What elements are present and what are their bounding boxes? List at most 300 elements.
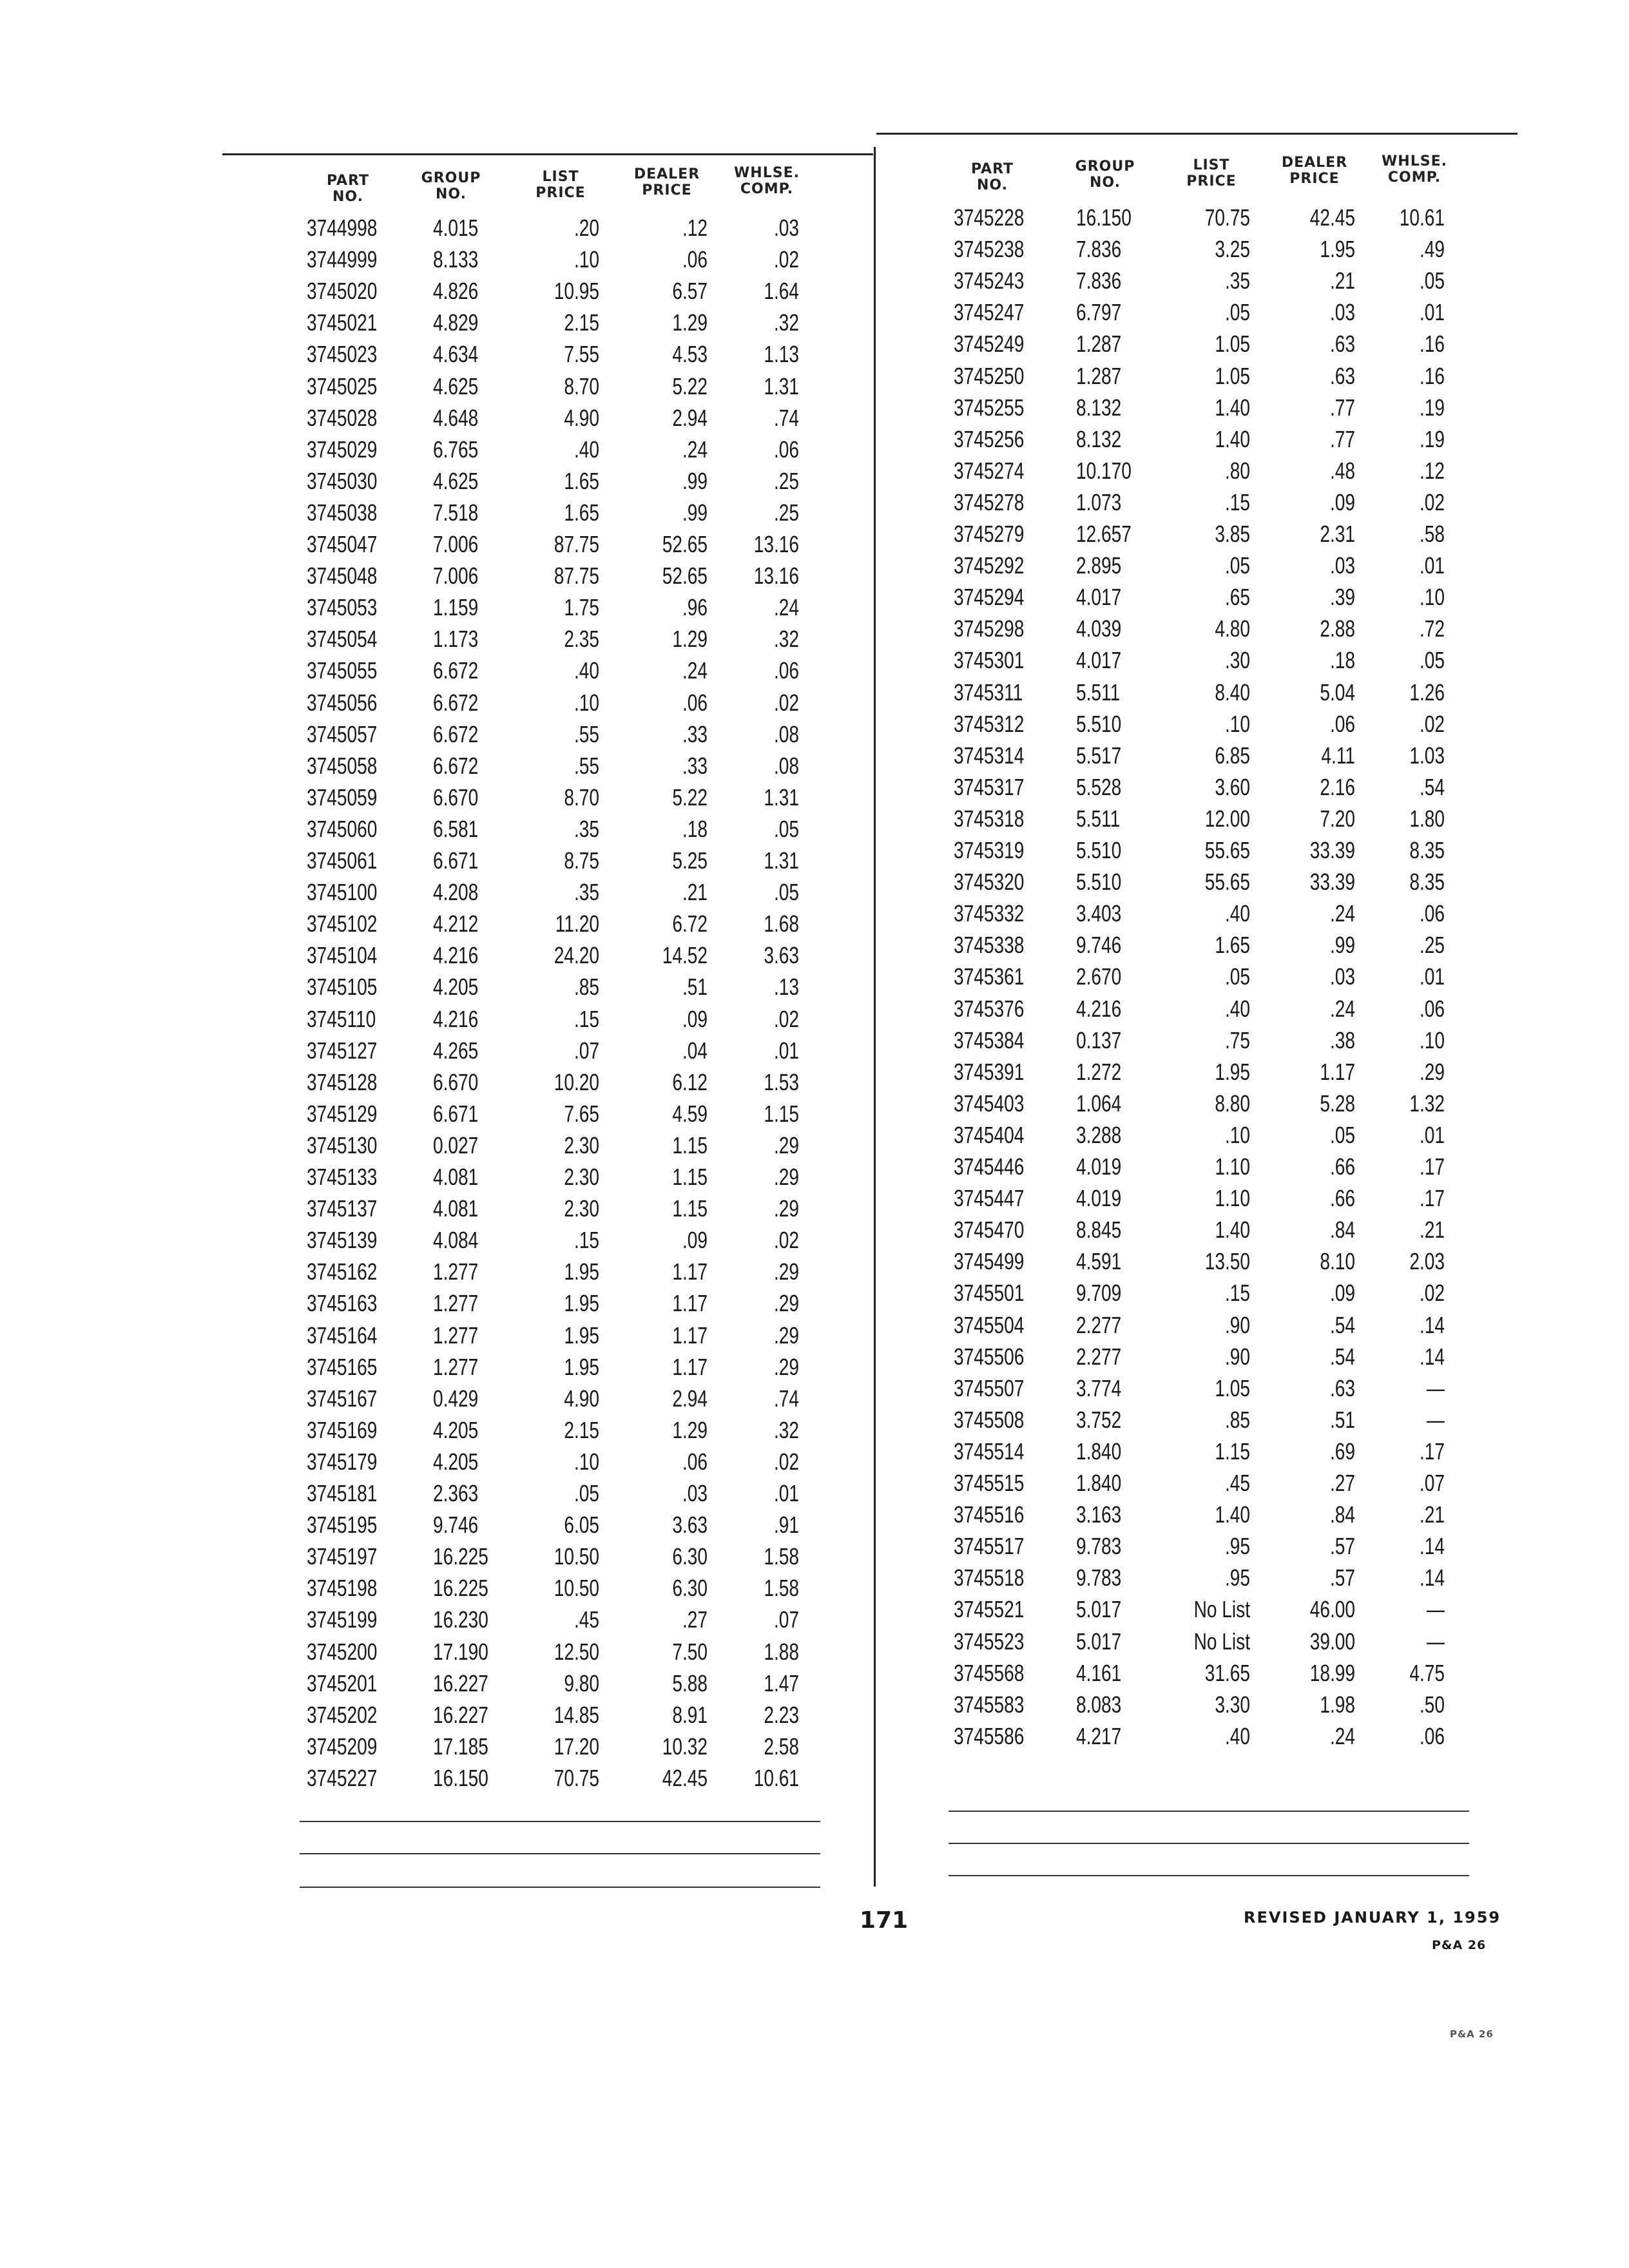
whlse-comp: .12: [1419, 457, 1445, 484]
part-number: 3745202: [307, 1701, 378, 1728]
list-price: .65: [1224, 584, 1250, 611]
part-number: 3745274: [954, 457, 1025, 484]
part-number: 3745338: [954, 932, 1025, 959]
header-group-no: GROUP NO.: [1075, 159, 1135, 191]
whlse-comp: 1.64: [764, 278, 799, 305]
list-price: 10.20: [554, 1068, 599, 1095]
dealer-price: .51: [682, 974, 708, 1001]
part-number: 3745317: [954, 773, 1025, 800]
table-row: [0, 1436, 1629, 1467]
whlse-comp: 1.53: [764, 1068, 799, 1095]
part-number: 3745314: [954, 742, 1025, 769]
group-number: 0.137: [1076, 1026, 1122, 1053]
part-number: 3745501: [954, 1280, 1025, 1307]
list-price: .85: [574, 974, 599, 1001]
table-row: [0, 644, 1629, 676]
dealer-price: .21: [1329, 267, 1355, 294]
group-number: 5.510: [1076, 710, 1122, 737]
dealer-price: .06: [682, 1448, 708, 1475]
part-number: 3745164: [307, 1321, 378, 1349]
part-number: 3745249: [954, 331, 1025, 358]
part-number: 3745055: [307, 657, 378, 684]
header-dealer-price: DEALER PRICE: [633, 166, 700, 198]
whlse-comp: 1.58: [764, 1575, 799, 1602]
whlse-comp: .17: [1419, 1437, 1445, 1465]
group-number: 9.746: [433, 1512, 479, 1539]
part-number: 3745504: [954, 1311, 1025, 1338]
dealer-price: 33.39: [1309, 869, 1355, 896]
dealer-price: 1.95: [1320, 236, 1355, 263]
group-number: 4.634: [433, 341, 479, 368]
group-number: 4.205: [433, 1416, 479, 1443]
whlse-comp: 2.58: [764, 1733, 799, 1760]
whlse-comp: .29: [1419, 1058, 1445, 1085]
whlse-comp: .19: [1419, 394, 1445, 421]
table-row: [0, 866, 1629, 898]
dealer-price: .54: [1329, 1343, 1355, 1370]
table-row: [0, 328, 1629, 360]
list-price: .05: [1224, 963, 1250, 990]
part-number: 3745312: [954, 710, 1025, 737]
whlse-comp: .14: [1419, 1564, 1445, 1591]
header-list-price: LIST PRICE: [1186, 157, 1237, 189]
part-number: 3745053: [307, 594, 378, 621]
whlse-comp: 13.16: [753, 531, 799, 557]
whlse-comp: .25: [773, 499, 799, 526]
table-row: [0, 898, 1629, 929]
dealer-price: 18.99: [1309, 1659, 1355, 1686]
whlse-comp: .29: [773, 1258, 799, 1285]
list-price: 10.95: [554, 278, 599, 305]
dealer-price: 2.31: [1320, 521, 1355, 547]
whlse-comp: —: [1426, 1374, 1445, 1401]
list-price: 87.75: [554, 531, 599, 557]
list-price: 1.95: [564, 1353, 599, 1380]
list-price: .35: [574, 815, 599, 842]
dealer-price: 6.57: [672, 278, 708, 305]
whlse-comp: —: [1426, 1596, 1445, 1623]
catalog-code-faint: P&A 26: [1450, 2028, 1494, 2040]
group-number: 1.173: [433, 626, 479, 653]
part-number: 3745361: [954, 963, 1025, 990]
header-whlse-comp: WHLSE. COMP.: [734, 165, 800, 197]
table-row: [0, 1056, 1629, 1088]
part-number: 3745105: [307, 974, 378, 1001]
whlse-comp: .74: [773, 1385, 799, 1412]
part-number: 3745294: [954, 584, 1025, 611]
table-row: [0, 1530, 1629, 1562]
whlse-comp: .29: [773, 1164, 799, 1190]
list-price: .55: [574, 752, 599, 779]
dealer-price: .99: [1329, 932, 1355, 959]
dealer-price: 2.94: [672, 1385, 708, 1412]
part-number: 3745250: [954, 362, 1025, 389]
whlse-comp: .05: [1419, 267, 1445, 294]
whlse-comp: .02: [773, 1448, 799, 1475]
whlse-comp: .91: [773, 1512, 799, 1539]
list-price: 1.65: [564, 467, 599, 494]
table-row: [0, 1404, 1629, 1436]
part-number: 3745201: [307, 1669, 378, 1696]
part-number: 3745197: [307, 1543, 378, 1570]
whlse-comp: 8.35: [1409, 869, 1445, 896]
list-price: 1.40: [1215, 425, 1250, 452]
dealer-price: .84: [1329, 1501, 1355, 1528]
group-number: 17.190: [433, 1638, 488, 1665]
dealer-price: .18: [682, 815, 708, 842]
part-number: 3745470: [954, 1216, 1025, 1244]
table-row: [0, 1657, 1629, 1689]
table-row: [0, 392, 1629, 423]
whlse-comp: .02: [1419, 710, 1445, 737]
whlse-comp: .01: [1419, 299, 1445, 326]
part-number: 3745446: [954, 1153, 1025, 1180]
footer-rule: [949, 1843, 1469, 1844]
table-row: [0, 771, 1629, 803]
group-number: 4.017: [1076, 584, 1122, 611]
dealer-price: 2.94: [672, 404, 708, 431]
group-number: 5.510: [1076, 837, 1122, 863]
list-price: .35: [574, 879, 599, 906]
table-row: [0, 1341, 1629, 1372]
dealer-price: 1.15: [672, 1195, 708, 1222]
whlse-comp: .05: [773, 879, 799, 906]
list-price: 31.65: [1204, 1659, 1250, 1686]
whlse-comp: .25: [773, 467, 799, 494]
group-number: 4.648: [433, 404, 479, 431]
list-price: 8.70: [564, 372, 599, 399]
list-price: No List: [1193, 1628, 1250, 1655]
table-row: [0, 740, 1629, 771]
part-number: 3745518: [954, 1564, 1025, 1591]
whlse-comp: .74: [773, 404, 799, 431]
list-price: .10: [574, 689, 599, 716]
dealer-price: .24: [682, 436, 708, 463]
part-number: 3745029: [307, 436, 378, 463]
table-row: [0, 1245, 1629, 1277]
group-number: 1.159: [433, 594, 479, 621]
list-price: 4.80: [1215, 615, 1250, 642]
group-number: 1.287: [1076, 331, 1122, 358]
table-row: [0, 1182, 1629, 1214]
table-row: [0, 296, 1629, 328]
dealer-price: 6.12: [672, 1068, 708, 1095]
list-price: .15: [574, 1005, 599, 1032]
footer-rule: [949, 1811, 1469, 1812]
dealer-price: 1.15: [672, 1131, 708, 1158]
group-number: 1.073: [1076, 488, 1122, 515]
list-price: 3.85: [1215, 521, 1250, 547]
list-price: 1.05: [1215, 331, 1250, 358]
group-number: 5.510: [1076, 869, 1122, 896]
dealer-price: 1.98: [1320, 1691, 1355, 1718]
part-number: 3745110: [307, 1005, 376, 1032]
part-number: 3745318: [954, 805, 1025, 832]
whlse-comp: .25: [1419, 932, 1445, 959]
group-number: 0.027: [433, 1131, 479, 1158]
dealer-price: .09: [682, 1005, 708, 1032]
group-number: 6.672: [433, 657, 479, 684]
dealer-price: 1.29: [672, 1416, 708, 1443]
group-number: 1.277: [433, 1321, 479, 1349]
list-price: 12.50: [554, 1638, 599, 1665]
table-row: [0, 1499, 1629, 1530]
part-number: 3745209: [307, 1733, 378, 1760]
table-row: [0, 1467, 1629, 1499]
dealer-price: .84: [1329, 1216, 1355, 1244]
group-number: 5.511: [1076, 678, 1121, 706]
group-number: 5.017: [1076, 1628, 1122, 1655]
list-price: 3.25: [1215, 236, 1250, 263]
list-price: 1.40: [1215, 1501, 1250, 1528]
list-price: .75: [1224, 1026, 1250, 1053]
part-number: 3744999: [307, 246, 378, 273]
whlse-comp: .02: [1419, 1280, 1445, 1307]
list-price: 3.60: [1215, 773, 1250, 800]
whlse-comp: 2.23: [764, 1701, 799, 1728]
whlse-comp: .24: [773, 594, 799, 621]
part-number: 3745247: [954, 299, 1025, 326]
whlse-comp: .06: [773, 657, 799, 684]
group-number: 3.403: [1076, 900, 1122, 927]
part-number: 3745403: [954, 1090, 1025, 1117]
dealer-price: 3.63: [672, 1512, 708, 1539]
part-number: 3745127: [307, 1037, 378, 1064]
whlse-comp: .13: [773, 974, 799, 1001]
footer-rule: [949, 1875, 1469, 1876]
group-number: 16.230: [433, 1606, 488, 1633]
whlse-comp: .58: [1419, 521, 1445, 547]
part-number: 3745195: [307, 1512, 378, 1539]
dealer-price: .54: [1329, 1311, 1355, 1338]
group-number: 12.657: [1076, 521, 1132, 547]
whlse-comp: .32: [773, 309, 799, 336]
dealer-price: .99: [682, 467, 708, 494]
whlse-comp: .32: [773, 1416, 799, 1443]
part-number: 3745059: [307, 783, 378, 811]
group-number: 8.133: [433, 246, 479, 273]
part-number: 3745038: [307, 499, 378, 526]
dealer-price: .66: [1329, 1153, 1355, 1180]
list-price: 4.90: [564, 1385, 599, 1412]
list-price: 1.05: [1215, 362, 1250, 389]
table-row: [0, 929, 1629, 961]
dealer-price: 42.45: [662, 1764, 708, 1791]
dealer-price: 10.32: [662, 1733, 708, 1760]
part-number: 3745507: [954, 1374, 1025, 1401]
list-price: 1.05: [1215, 1374, 1250, 1401]
dealer-price: 5.25: [672, 847, 708, 874]
part-number: 3745515: [954, 1470, 1025, 1496]
list-price: .10: [574, 246, 599, 273]
list-price: 1.15: [1215, 1437, 1250, 1465]
part-number: 3745169: [307, 1416, 378, 1443]
whlse-comp: .06: [1419, 995, 1445, 1022]
whlse-comp: 10.61: [1399, 204, 1445, 231]
group-number: 1.287: [1076, 362, 1122, 389]
dealer-price: 5.22: [672, 372, 708, 399]
group-number: 4.208: [433, 879, 479, 906]
part-number: 3745198: [307, 1575, 378, 1602]
list-price: 2.30: [564, 1195, 599, 1222]
list-price: 70.75: [1204, 204, 1250, 231]
table-row: [0, 1689, 1629, 1720]
whlse-comp: .14: [1419, 1533, 1445, 1560]
part-number: 3745054: [307, 626, 378, 653]
whlse-comp: .29: [773, 1353, 799, 1380]
dealer-price: 6.30: [672, 1543, 708, 1570]
part-number: 3745583: [954, 1691, 1025, 1718]
list-price: .20: [574, 215, 599, 241]
header-list-price: LIST PRICE: [535, 169, 586, 201]
part-number: 3745517: [954, 1533, 1025, 1560]
list-price: No List: [1193, 1596, 1250, 1623]
dealer-price: 8.10: [1320, 1248, 1355, 1275]
whlse-comp: 1.68: [764, 910, 799, 937]
dealer-price: 1.29: [672, 309, 708, 336]
whlse-comp: 1.31: [764, 847, 799, 874]
part-number: 3745128: [307, 1068, 378, 1095]
dealer-price: .03: [1329, 552, 1355, 579]
part-number: 3745167: [307, 1385, 378, 1412]
group-number: 4.081: [433, 1164, 479, 1190]
list-price: .15: [574, 1227, 599, 1254]
group-number: 16.150: [433, 1764, 488, 1791]
whlse-comp: .29: [773, 1195, 799, 1222]
group-number: 16.227: [433, 1701, 488, 1728]
whlse-comp: .06: [1419, 1722, 1445, 1749]
group-number: 6.581: [433, 815, 479, 842]
dealer-price: .09: [682, 1227, 708, 1254]
list-price: 87.75: [554, 562, 599, 590]
table-row: [0, 581, 1629, 613]
part-number: 3745404: [954, 1121, 1025, 1148]
whlse-comp: .10: [1419, 1026, 1445, 1053]
part-number: 3745139: [307, 1227, 378, 1254]
group-number: 4.212: [433, 910, 479, 937]
group-number: 4.216: [433, 942, 479, 969]
revised-date: REVISED JANUARY 1, 1959: [1244, 1908, 1501, 1927]
list-price: .40: [1224, 1722, 1250, 1749]
whlse-comp: 1.31: [764, 783, 799, 811]
dealer-price: .63: [1329, 331, 1355, 358]
group-number: 4.216: [433, 1005, 479, 1032]
list-price: .85: [1224, 1406, 1250, 1433]
header-dealer-price: DEALER PRICE: [1281, 155, 1348, 187]
dealer-price: .04: [682, 1037, 708, 1064]
dealer-price: .33: [682, 720, 708, 747]
part-number: 3745301: [954, 647, 1025, 674]
group-number: 6.670: [433, 783, 479, 811]
list-price: .15: [1224, 1280, 1250, 1307]
list-price: .05: [1224, 299, 1250, 326]
part-number: 3745137: [307, 1195, 378, 1222]
whlse-comp: .02: [1419, 488, 1445, 515]
dealer-price: 2.88: [1320, 615, 1355, 642]
whlse-comp: .01: [1419, 552, 1445, 579]
part-number: 3745508: [954, 1406, 1025, 1433]
dealer-price: 5.28: [1320, 1090, 1355, 1117]
whlse-comp: .17: [1419, 1185, 1445, 1212]
whlse-comp: .19: [1419, 425, 1445, 452]
part-number: 3745499: [954, 1248, 1025, 1275]
dealer-price: 14.52: [662, 942, 708, 969]
whlse-comp: .01: [1419, 1121, 1445, 1148]
part-number: 3745025: [307, 372, 378, 399]
part-number: 3745523: [954, 1628, 1025, 1655]
list-price: 1.75: [564, 594, 599, 621]
list-price: 2.15: [564, 1416, 599, 1443]
whlse-comp: .02: [773, 689, 799, 716]
whlse-comp: 1.80: [1409, 805, 1445, 832]
part-number: 3745165: [307, 1353, 378, 1380]
whlse-comp: 2.03: [1409, 1248, 1445, 1275]
group-number: 4.829: [433, 309, 479, 336]
dealer-price: 52.65: [662, 531, 708, 557]
table-row: [0, 1024, 1629, 1056]
whlse-comp: 1.15: [764, 1100, 799, 1127]
part-number: 3745332: [954, 900, 1025, 927]
table-row: [0, 613, 1629, 644]
list-price: 55.65: [1204, 869, 1250, 896]
dealer-price: .33: [682, 752, 708, 779]
list-price: .90: [1224, 1343, 1250, 1370]
table-row: [0, 708, 1629, 740]
table-row: [0, 1372, 1629, 1404]
group-number: 9.783: [1076, 1533, 1122, 1560]
table-row: [0, 360, 1629, 392]
group-number: 0.429: [433, 1385, 479, 1412]
part-number: 3745255: [954, 394, 1025, 421]
dealer-price: 4.59: [672, 1100, 708, 1127]
part-number: 3745256: [954, 425, 1025, 452]
table-row: [0, 265, 1629, 296]
group-number: 8.083: [1076, 1691, 1122, 1718]
group-number: 4.081: [433, 1195, 479, 1222]
list-price: 55.65: [1204, 837, 1250, 863]
list-price: .05: [574, 1480, 599, 1506]
part-number: 3745391: [954, 1058, 1025, 1085]
group-number: 3.774: [1076, 1374, 1122, 1401]
list-price: .10: [1224, 1121, 1250, 1148]
group-number: 2.363: [433, 1480, 479, 1506]
list-price: .35: [1224, 267, 1250, 294]
table-row: [0, 1562, 1629, 1593]
part-number: 3745292: [954, 552, 1025, 579]
group-number: 8.132: [1076, 394, 1122, 421]
table-row: [0, 803, 1629, 834]
dealer-price: 6.72: [672, 910, 708, 937]
dealer-price: .24: [1329, 900, 1355, 927]
group-number: 4.826: [433, 278, 479, 305]
group-number: 16.225: [433, 1575, 488, 1602]
list-price: 1.65: [564, 499, 599, 526]
page-number: 171: [860, 1907, 909, 1934]
group-number: 5.517: [1076, 742, 1122, 769]
list-price: 1.95: [564, 1321, 599, 1349]
dealer-price: 4.53: [672, 341, 708, 368]
table-row: [0, 455, 1629, 486]
dealer-price: 4.11: [1321, 742, 1355, 769]
list-price: 3.30: [1215, 1691, 1250, 1718]
list-price: 8.80: [1215, 1090, 1250, 1117]
list-price: .80: [1224, 457, 1250, 484]
dealer-price: 1.15: [672, 1164, 708, 1190]
dealer-price: 42.45: [1309, 204, 1355, 231]
group-number: 4.216: [1076, 995, 1122, 1022]
part-number: 3744998: [307, 215, 378, 241]
table-row: [0, 518, 1629, 550]
